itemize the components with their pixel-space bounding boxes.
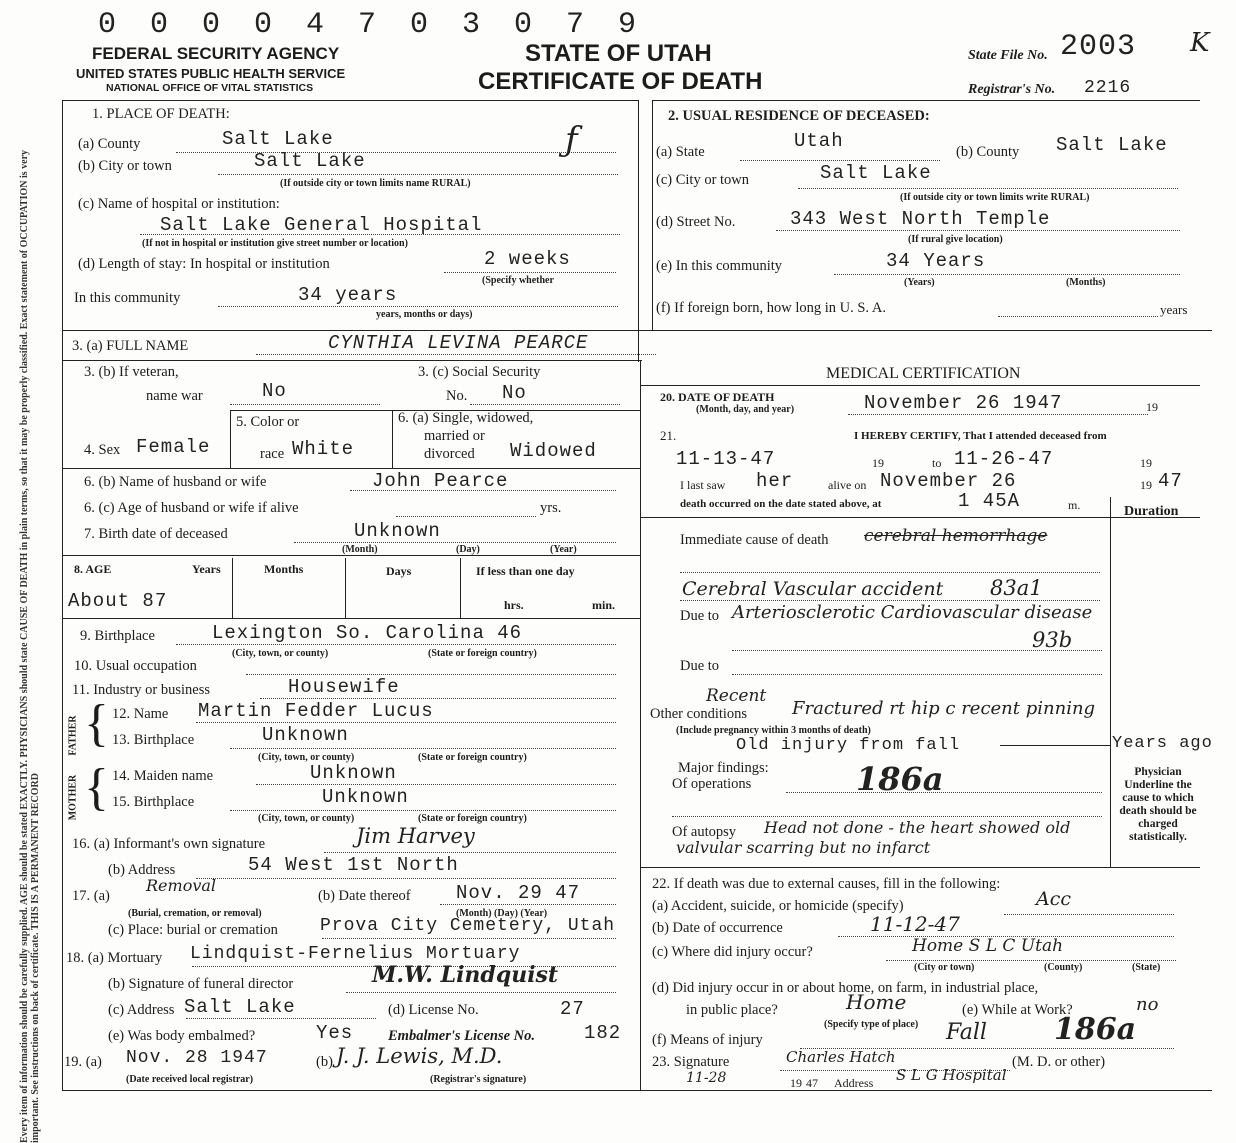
dotted-line [672, 816, 1102, 817]
pod-county-value: Salt Lake [222, 128, 334, 150]
sex-label: 4. Sex [84, 442, 121, 458]
place-of-death-heading: 1. PLACE OF DEATH: [92, 106, 230, 122]
accident-label: (a) Accident, suicide, or homicide (specify) [652, 898, 904, 914]
medical-heading: MEDICAL CERTIFICATION [826, 365, 1021, 382]
dod-label-2: (Month, day, and year) [696, 404, 795, 415]
rule [640, 360, 641, 1090]
due-to-label-2: Due to [680, 658, 720, 674]
pod-community-label: In this community [74, 290, 181, 306]
margin-instructions: Every item of information should be carefully supplied. AGE should be stated EXACTLY. PHYSICIANS should state CAUSE OF DEATH in plain terms, so that it may be properly classified. Exact statement of OCCUPATION is very important. See instructions on back of certificate. THIS IS A PERMANENT RECORD [19, 149, 41, 1143]
dotted-line [196, 722, 616, 723]
director-signature: M.W. Lindquist [372, 962, 559, 988]
office-name: NATIONAL OFFICE OF VITAL STATISTICS [106, 82, 314, 94]
dotted-line [196, 878, 616, 879]
burial-date-label: (b) Date thereof [318, 888, 411, 904]
where-state-note: (State) [1132, 962, 1161, 973]
dotted-line [322, 938, 616, 939]
birth-date-label: 7. Birth date of deceased [84, 526, 228, 542]
pod-stay-label: (d) Length of stay: In hospital or institution [78, 256, 330, 272]
death-occurred-label: death occurred on the date stated above, at [680, 498, 882, 510]
accident-value: Acc [1036, 888, 1072, 910]
dotted-line [680, 600, 1100, 601]
md-label: (M. D. or other) [1012, 1054, 1106, 1070]
rule [1000, 745, 1110, 746]
mother-bp-note-state: (State or foreign country) [418, 813, 527, 824]
operations-label: Of operations [672, 776, 752, 792]
res-months-word: (Months) [1066, 277, 1106, 288]
pod-hospital-note: (If not in hospital or institution give street number or location) [142, 238, 408, 249]
rule [640, 517, 1200, 518]
burial-place-value: Prova City Cemetery, Utah [320, 916, 616, 936]
res-city-label: (c) City or town [656, 172, 750, 188]
pod-hospital-value: Salt Lake General Hospital [160, 214, 483, 236]
spouse-age-label: 6. (c) Age of husband or wife if alive [84, 500, 299, 516]
rule [230, 410, 231, 468]
received-value: Nov. 28 1947 [126, 1048, 268, 1068]
dotted-line [998, 316, 1158, 317]
rule [640, 385, 1200, 386]
home-value: Home [846, 990, 907, 1014]
signature-address: S L G Hospital [896, 1066, 1007, 1084]
mother-bp-value: Unknown [322, 786, 409, 808]
certify-text: I HEREBY CERTIFY, That I attended deceased from [854, 430, 1107, 442]
dotted-line [732, 674, 1102, 675]
marital-label: 6. (a) Single, widowed, [398, 410, 534, 426]
old-injury-value: Old injury from fall [736, 736, 961, 755]
dotted-line [776, 230, 1180, 231]
mother-brace: { [84, 759, 109, 816]
embalmed-value: Yes [316, 1022, 354, 1044]
alive-on-label: alive on [828, 478, 867, 492]
rule [62, 555, 640, 556]
last-saw-19: 19 [1140, 478, 1152, 492]
age-months-word: Months [264, 562, 304, 576]
dotted-line [440, 904, 616, 905]
marital-value: Widowed [510, 440, 597, 462]
pod-city-note: (If outside city or town limits name RURAL) [280, 178, 471, 189]
dotted-line [470, 404, 620, 405]
pod-city-label: (b) City or town [78, 158, 172, 174]
director-label: (b) Signature of funeral director [108, 976, 294, 992]
spouse-value: John Pearce [372, 470, 509, 492]
ss-label: 3. (c) Social Security [418, 364, 541, 380]
death-time: 1 45A [958, 490, 1021, 512]
burial-label: 17. (a) [72, 888, 110, 904]
dod-value: November 26 1947 [864, 392, 1063, 414]
dotted-line [230, 404, 380, 405]
res-years-word: (Years) [904, 277, 935, 288]
where-label: (c) Where did injury occur? [652, 944, 813, 960]
attended-19-b: 19 [1140, 456, 1152, 470]
rule [62, 618, 640, 619]
marital-label-2: married or [424, 428, 485, 444]
last-saw-label: I last saw [680, 478, 726, 492]
dotted-line [230, 810, 616, 811]
occurrence-date-value: 11-12-47 [870, 912, 960, 936]
pod-hospital-label: (c) Name of hospital or institution: [78, 196, 280, 212]
bd-year-word: (Year) [550, 544, 577, 555]
check-mark: ƒ [565, 120, 578, 160]
veteran-label: 3. (b) If veteran, [84, 364, 179, 380]
license-value: 27 [560, 998, 585, 1020]
attended-to-word: to [932, 456, 942, 470]
immediate-cause-struck: cerebral hemorrhage [864, 526, 1048, 546]
birth-date-value: Unknown [354, 520, 441, 542]
signature-date: 11-28 [686, 1070, 727, 1086]
res-community-value: 34 Years [886, 250, 986, 272]
burial-place-label: (c) Place: burial or cremation [108, 922, 278, 938]
dotted-line [740, 160, 940, 161]
dotted-line [256, 784, 616, 785]
father-bp-label: 13. Birthplace [112, 732, 195, 748]
pod-city-value: Salt Lake [254, 150, 366, 172]
service-name: UNITED STATES PUBLIC HEALTH SERVICE [76, 66, 346, 81]
rule [640, 867, 1200, 868]
full-name-value: CYNTHIA LEVINA PEARCE [328, 332, 589, 354]
last-saw-date: November 26 [880, 470, 1017, 492]
registrar-sig-note: (Registrar's signature) [430, 1074, 527, 1085]
birthplace-value: Lexington So. Carolina 46 [212, 622, 523, 644]
rule [62, 360, 642, 361]
rule [62, 1090, 1212, 1091]
birthplace-note-state: (State or foreign country) [428, 648, 537, 659]
rule [460, 558, 461, 618]
attended-to: 11-26-47 [954, 448, 1054, 470]
father-bp-note-city: (City, town, or county) [258, 752, 355, 763]
age-hrs-word: hrs. [504, 598, 524, 612]
burial-value: Removal [146, 876, 217, 895]
maiden-value: Unknown [310, 762, 397, 784]
father-bp-value: Unknown [262, 724, 349, 746]
signature-19: 19 [790, 1076, 802, 1090]
informant-address-label: (b) Address [108, 862, 176, 878]
rule [345, 558, 346, 618]
mother-bp-label: 15. Birthplace [112, 794, 195, 810]
other-recent: Recent [706, 686, 767, 706]
mortuary-label: 18. (a) Mortuary [66, 950, 163, 966]
other-conditions-value: Fractured rt hip c recent pinning [792, 698, 1096, 719]
major-findings-label: Major findings: [678, 760, 769, 776]
operations-value: 186a [856, 760, 944, 798]
rule [392, 410, 393, 468]
burial-date-note: (Month) (Day) (Year) [456, 908, 548, 919]
autopsy-label: Of autopsy [672, 824, 737, 840]
received-note: (Date received local registrar) [126, 1074, 254, 1085]
pod-community-note: years, months or days) [376, 309, 473, 320]
dotted-line [346, 992, 616, 993]
registrar-number-label: Registrar's No. [968, 82, 1056, 97]
mother-bp-note-city: (City, town, or county) [258, 813, 355, 824]
residence-heading: 2. USUAL RESIDENCE OF DECEASED: [668, 108, 930, 124]
dotted-line [230, 748, 616, 749]
dotted-line [246, 674, 616, 675]
certificate-serial-number: 0 0 0 0 4 7 0 3 0 7 9 [98, 8, 645, 42]
dotted-line [218, 174, 618, 175]
dotted-line [256, 354, 656, 355]
due-to-code: 93b [1032, 628, 1073, 652]
bd-month-word: (Month) [342, 544, 378, 555]
registrar-signature: J. J. Lewis, M.D. [336, 1044, 503, 1068]
rule [652, 100, 1200, 101]
means-value: Fall [946, 1020, 987, 1045]
mortuary-address-label: (c) Address [108, 1002, 175, 1018]
state-title: STATE OF UTAH [525, 40, 712, 67]
rule [62, 100, 63, 332]
immediate-cause-value: Cerebral Vascular accident [682, 578, 944, 600]
registrar-number: 2216 [1084, 78, 1132, 98]
father-bp-note-state: (State or foreign country) [418, 752, 527, 763]
age-less-note: If less than one day [476, 564, 575, 578]
age-days-word: Days [386, 564, 412, 578]
dod-suffix: 19 [1146, 400, 1158, 414]
res-state-label: (a) State [656, 144, 705, 160]
dotted-line [680, 572, 1100, 573]
home-label: (d) Did injury occur in or about home, on farm, in industrial place, [652, 980, 1039, 996]
maiden-label: 14. Maiden name [112, 768, 214, 784]
mortuary-address-value: Salt Lake [184, 996, 296, 1018]
dotted-line [834, 274, 1180, 275]
pod-stay-value: 2 weeks [484, 248, 571, 270]
occurrence-date-label: (b) Date of occurrence [652, 920, 783, 936]
rule [62, 468, 640, 469]
immediate-cause-label: Immediate cause of death [680, 532, 829, 548]
informant-address-value: 54 West 1st North [248, 854, 459, 876]
rule [62, 100, 639, 101]
pod-county-label: (a) County [78, 136, 141, 152]
dod-label: 20. DATE OF DEATH [660, 390, 775, 404]
dotted-line [186, 1018, 376, 1019]
physician-underline-note: Physician Underline the cause to which death should be charged statistically. [1119, 766, 1197, 843]
state-file-label: State File No. [968, 48, 1048, 63]
autopsy-value: Head not done - the heart showed old valvular scarring but no infarct [676, 818, 1071, 857]
where-value: Home S L C Utah [912, 936, 1064, 956]
veteran-label-2: name war [146, 388, 203, 404]
home-label-2: in public place? [686, 1002, 778, 1018]
last-saw-year: 47 [1158, 470, 1183, 492]
res-street-value: 343 West North Temple [790, 208, 1051, 230]
state-file-number: 2003 [1060, 30, 1137, 64]
rule [62, 330, 1212, 331]
informant-label: 16. (a) Informant's own signature [72, 836, 266, 852]
burial-note: (Burial, cremation, or removal) [128, 908, 262, 919]
last-saw-who: her [756, 470, 794, 492]
where-city-note: (City or town) [914, 962, 975, 973]
res-county-label: (b) County [956, 144, 1020, 160]
license-label: (d) License No. [388, 1002, 479, 1018]
rule [1110, 497, 1111, 867]
dotted-line [176, 644, 616, 645]
m-word: m. [1068, 498, 1081, 512]
dotted-line [140, 234, 620, 235]
dotted-line [444, 272, 616, 273]
means-code: 186a [1054, 1012, 1137, 1047]
means-label: (f) Means of injury [652, 1032, 763, 1048]
other-conditions-note: (Include pregnancy within 3 months of death) [676, 725, 871, 736]
res-street-label: (d) Street No. [656, 214, 736, 230]
res-city-value: Salt Lake [820, 162, 932, 184]
ss-label-2: No. [446, 388, 468, 404]
at-work-value: no [1136, 994, 1159, 1015]
informant-signature: Jim Harvey [356, 824, 475, 848]
age-value: About 87 [68, 590, 168, 612]
veteran-value: No [262, 380, 287, 402]
certificate-title: CERTIFICATE OF DEATH [478, 68, 763, 95]
color-label-2: race [260, 446, 285, 462]
dotted-line [732, 650, 1102, 651]
specify-place-note: (Specify type of place) [824, 1019, 919, 1030]
birthplace-note-city: (City, town, or county) [232, 648, 329, 659]
physician-signature-label: 23. Signature [652, 1054, 730, 1070]
res-city-note: (If outside city or town limits write RURAL) [900, 192, 1090, 203]
signature-address-label: Address [834, 1076, 874, 1090]
years-ago: Years ago [1112, 734, 1213, 753]
pod-community-value: 34 years [298, 284, 398, 306]
embalmer-label: Embalmer's License No. [388, 1028, 536, 1044]
dotted-line [848, 414, 1148, 415]
dotted-line [786, 792, 1102, 793]
other-conditions-label: Other conditions [650, 706, 748, 722]
external-causes-label: 22. If death was due to external causes, fill in the following: [652, 876, 1001, 892]
pod-stay-note: (Specify whether [482, 275, 554, 286]
duration-label: Duration [1124, 504, 1179, 519]
agency-name: FEDERAL SECURITY AGENCY [92, 44, 340, 63]
attended-19-a: 19 [872, 456, 884, 470]
res-street-note: (If rural give location) [908, 234, 1003, 245]
ss-value: No [502, 382, 527, 404]
full-name-label: 3. (a) FULL NAME [72, 338, 189, 354]
spouse-label: 6. (b) Name of husband or wife [84, 474, 267, 490]
spouse-age-unit: yrs. [540, 500, 562, 516]
father-word: FATHER [67, 715, 79, 756]
corner-mark: K [1190, 28, 1210, 58]
embalmed-label: (e) Was body embalmed? [108, 1028, 256, 1044]
dotted-line [294, 542, 616, 543]
industry-label: 11. Industry or business [72, 682, 211, 698]
res-foreign-label: (f) If foreign born, how long in U. S. A. [656, 300, 886, 316]
age-years-word: Years [192, 562, 221, 576]
rule [652, 100, 653, 330]
dotted-line [1004, 914, 1174, 915]
at-work-label: (e) While at Work? [962, 1002, 1073, 1018]
father-brace: { [84, 695, 109, 752]
dotted-line [218, 306, 618, 307]
dotted-line [798, 188, 1178, 189]
signature-year: 47 [806, 1076, 818, 1090]
registrar-sig-label: (b) [316, 1054, 333, 1070]
physician-signature: Charles Hatch [786, 1048, 896, 1066]
dotted-line [324, 852, 616, 853]
age-min-word: min. [592, 598, 616, 612]
due-to-label-1: Due to [680, 608, 720, 624]
bd-day-word: (Day) [456, 544, 480, 555]
mother-word: MOTHER [67, 774, 79, 821]
color-value: White [292, 438, 355, 460]
dotted-line [260, 698, 616, 699]
res-community-label: (e) In this community [656, 258, 783, 274]
dotted-line [396, 516, 536, 517]
burial-date-value: Nov. 29 47 [456, 882, 581, 904]
certify-number: 21. [660, 428, 677, 443]
color-label: 5. Color or [236, 414, 300, 430]
marital-label-3: divorced [424, 446, 475, 462]
where-county-note: (County) [1044, 962, 1083, 973]
res-state-value: Utah [794, 130, 844, 152]
father-name-label: 12. Name [112, 706, 169, 722]
embalmer-value: 182 [584, 1022, 622, 1044]
birthplace-label: 9. Birthplace [80, 628, 155, 644]
received-label: 19. (a) [64, 1054, 102, 1070]
rule [638, 100, 639, 362]
rule [232, 558, 233, 618]
dotted-line [886, 960, 1176, 961]
immediate-cause-code: 83a1 [990, 576, 1043, 600]
age-label: 8. AGE [74, 562, 112, 576]
occupation-label: 10. Usual occupation [74, 658, 197, 674]
dotted-line [176, 152, 616, 153]
mortuary-value: Lindquist-Fernelius Mortuary [190, 944, 521, 964]
father-name-value: Martin Fedder Lucus [198, 700, 434, 722]
industry-value: Housewife [288, 676, 400, 698]
res-foreign-years: years [1160, 302, 1188, 317]
res-county-value: Salt Lake [1056, 134, 1168, 156]
attended-from: 11-13-47 [676, 448, 776, 470]
sex-value: Female [136, 436, 211, 458]
due-to-value-1: Arteriosclerotic Cardiovascular disease [732, 602, 1093, 623]
